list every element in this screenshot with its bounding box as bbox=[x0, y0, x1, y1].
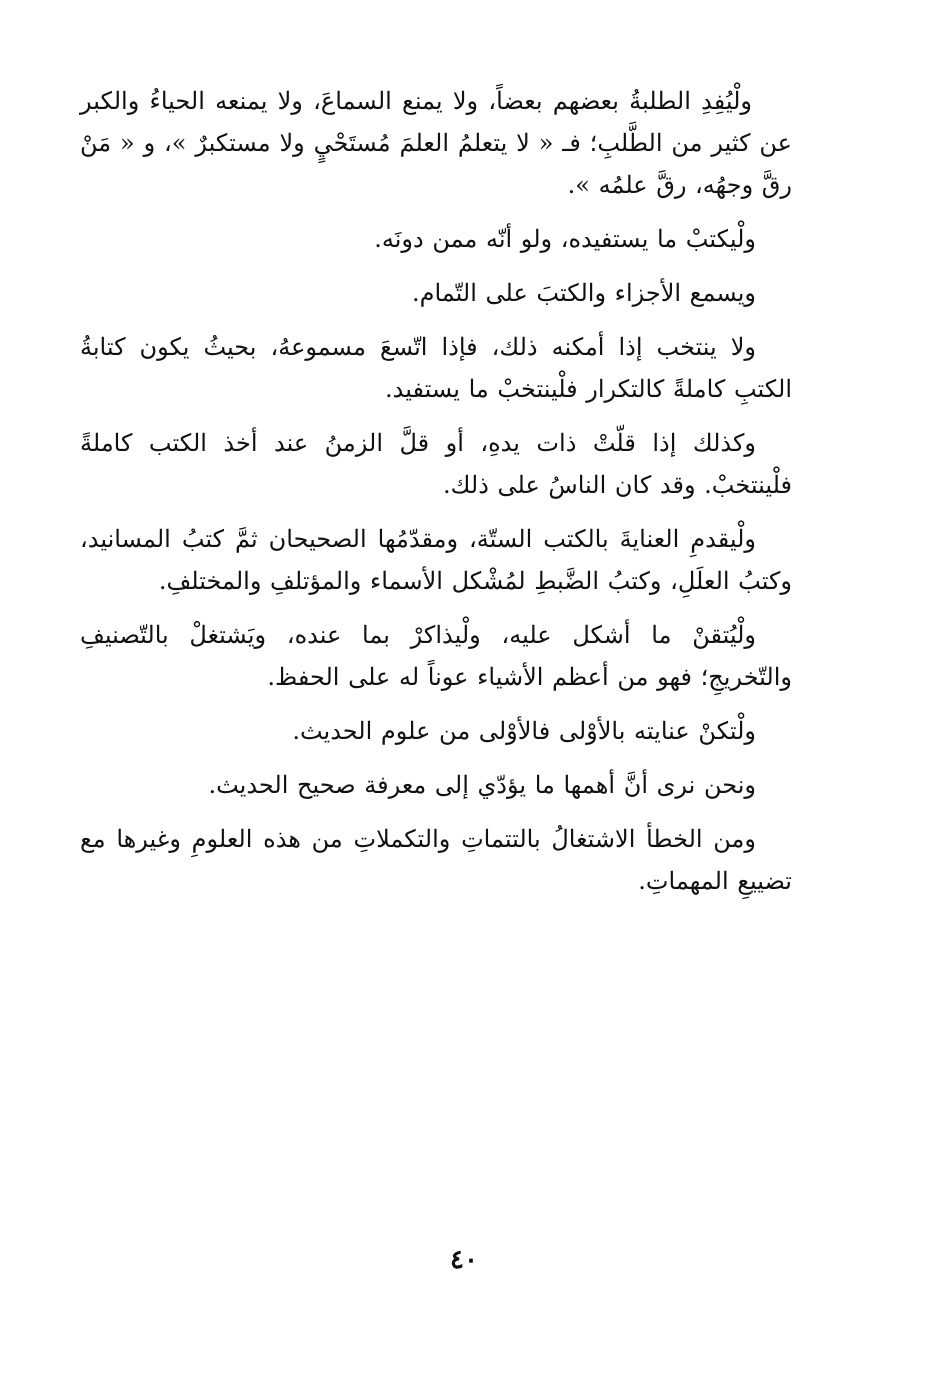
page-number: ٤٠ bbox=[450, 1245, 478, 1275]
paragraph-7: ولْيُتقنْ ما أشكل عليه، ولْيذاكرْ بما عنده، ويَشتغلْ بالتّصنيفِ والتّخريجِ؛ فهو من أعظم الأشياء عوناً له على الحفظ. bbox=[80, 621, 792, 691]
paragraph-2: ولْيكتبْ ما يستفيده، ولو أنّه ممن دونَه. bbox=[374, 225, 756, 253]
paragraph-3: ويسمع الأجزاء والكتبَ على التّمام. bbox=[411, 279, 756, 307]
body-text bbox=[80, 80, 792, 914]
paragraph-1: ولْيُفِدِ الطلبةُ بعضهم بعضاً، ولا يمنع السماعَ، ولا يمنعه الحياءُ والكبر عن كثير من الطَّلبِ؛ فـ « لا يتعلمُ العلمَ مُستَحْيٍ ولا مستكبرٌ »، و « مَنْ رقَّ وجهُه، رقَّ علمُه ». bbox=[80, 87, 792, 199]
paragraph-9: ونحن نرى أنَّ أهمها ما يؤدّي إلى معرفة صحيح الحديث. bbox=[208, 771, 756, 799]
paragraph-6: ولْيقدمِ العنايةَ بالكتب الستّة، ومقدّمُها الصحيحان ثمَّ كتبُ المسانيد، وكتبُ العلَلِ، وكتبُ الضَّبطِ لمُشْكل الأسماء والمؤتلفِ والمختلفِ. bbox=[80, 525, 792, 595]
paragraph-5: وكذلك إذا قلّتْ ذات يدهِ، أو قلَّ الزمنُ عند أخذ الكتب كاملةً فلْينتخبْ. وقد كان الناسُ على ذلك. bbox=[80, 429, 792, 499]
paragraph-4: ولا ينتخب إذا أمكنه ذلك، فإذا اتّسعَ مسموعهُ، بحيثُ يكون كتابةُ الكتبِ كاملةً كالتكرار فلْينتخبْ ما يستفيد. bbox=[80, 333, 792, 403]
paragraph-10: ومن الخطأ الاشتغالُ بالتتماتِ والتكملاتِ من هذه العلومِ وغيرها مع تضييعِ المهماتِ. bbox=[80, 825, 792, 895]
paragraph-8: ولْتكنْ عنايته بالأوْلى فالأوْلى من علوم الحديث. bbox=[292, 717, 756, 745]
